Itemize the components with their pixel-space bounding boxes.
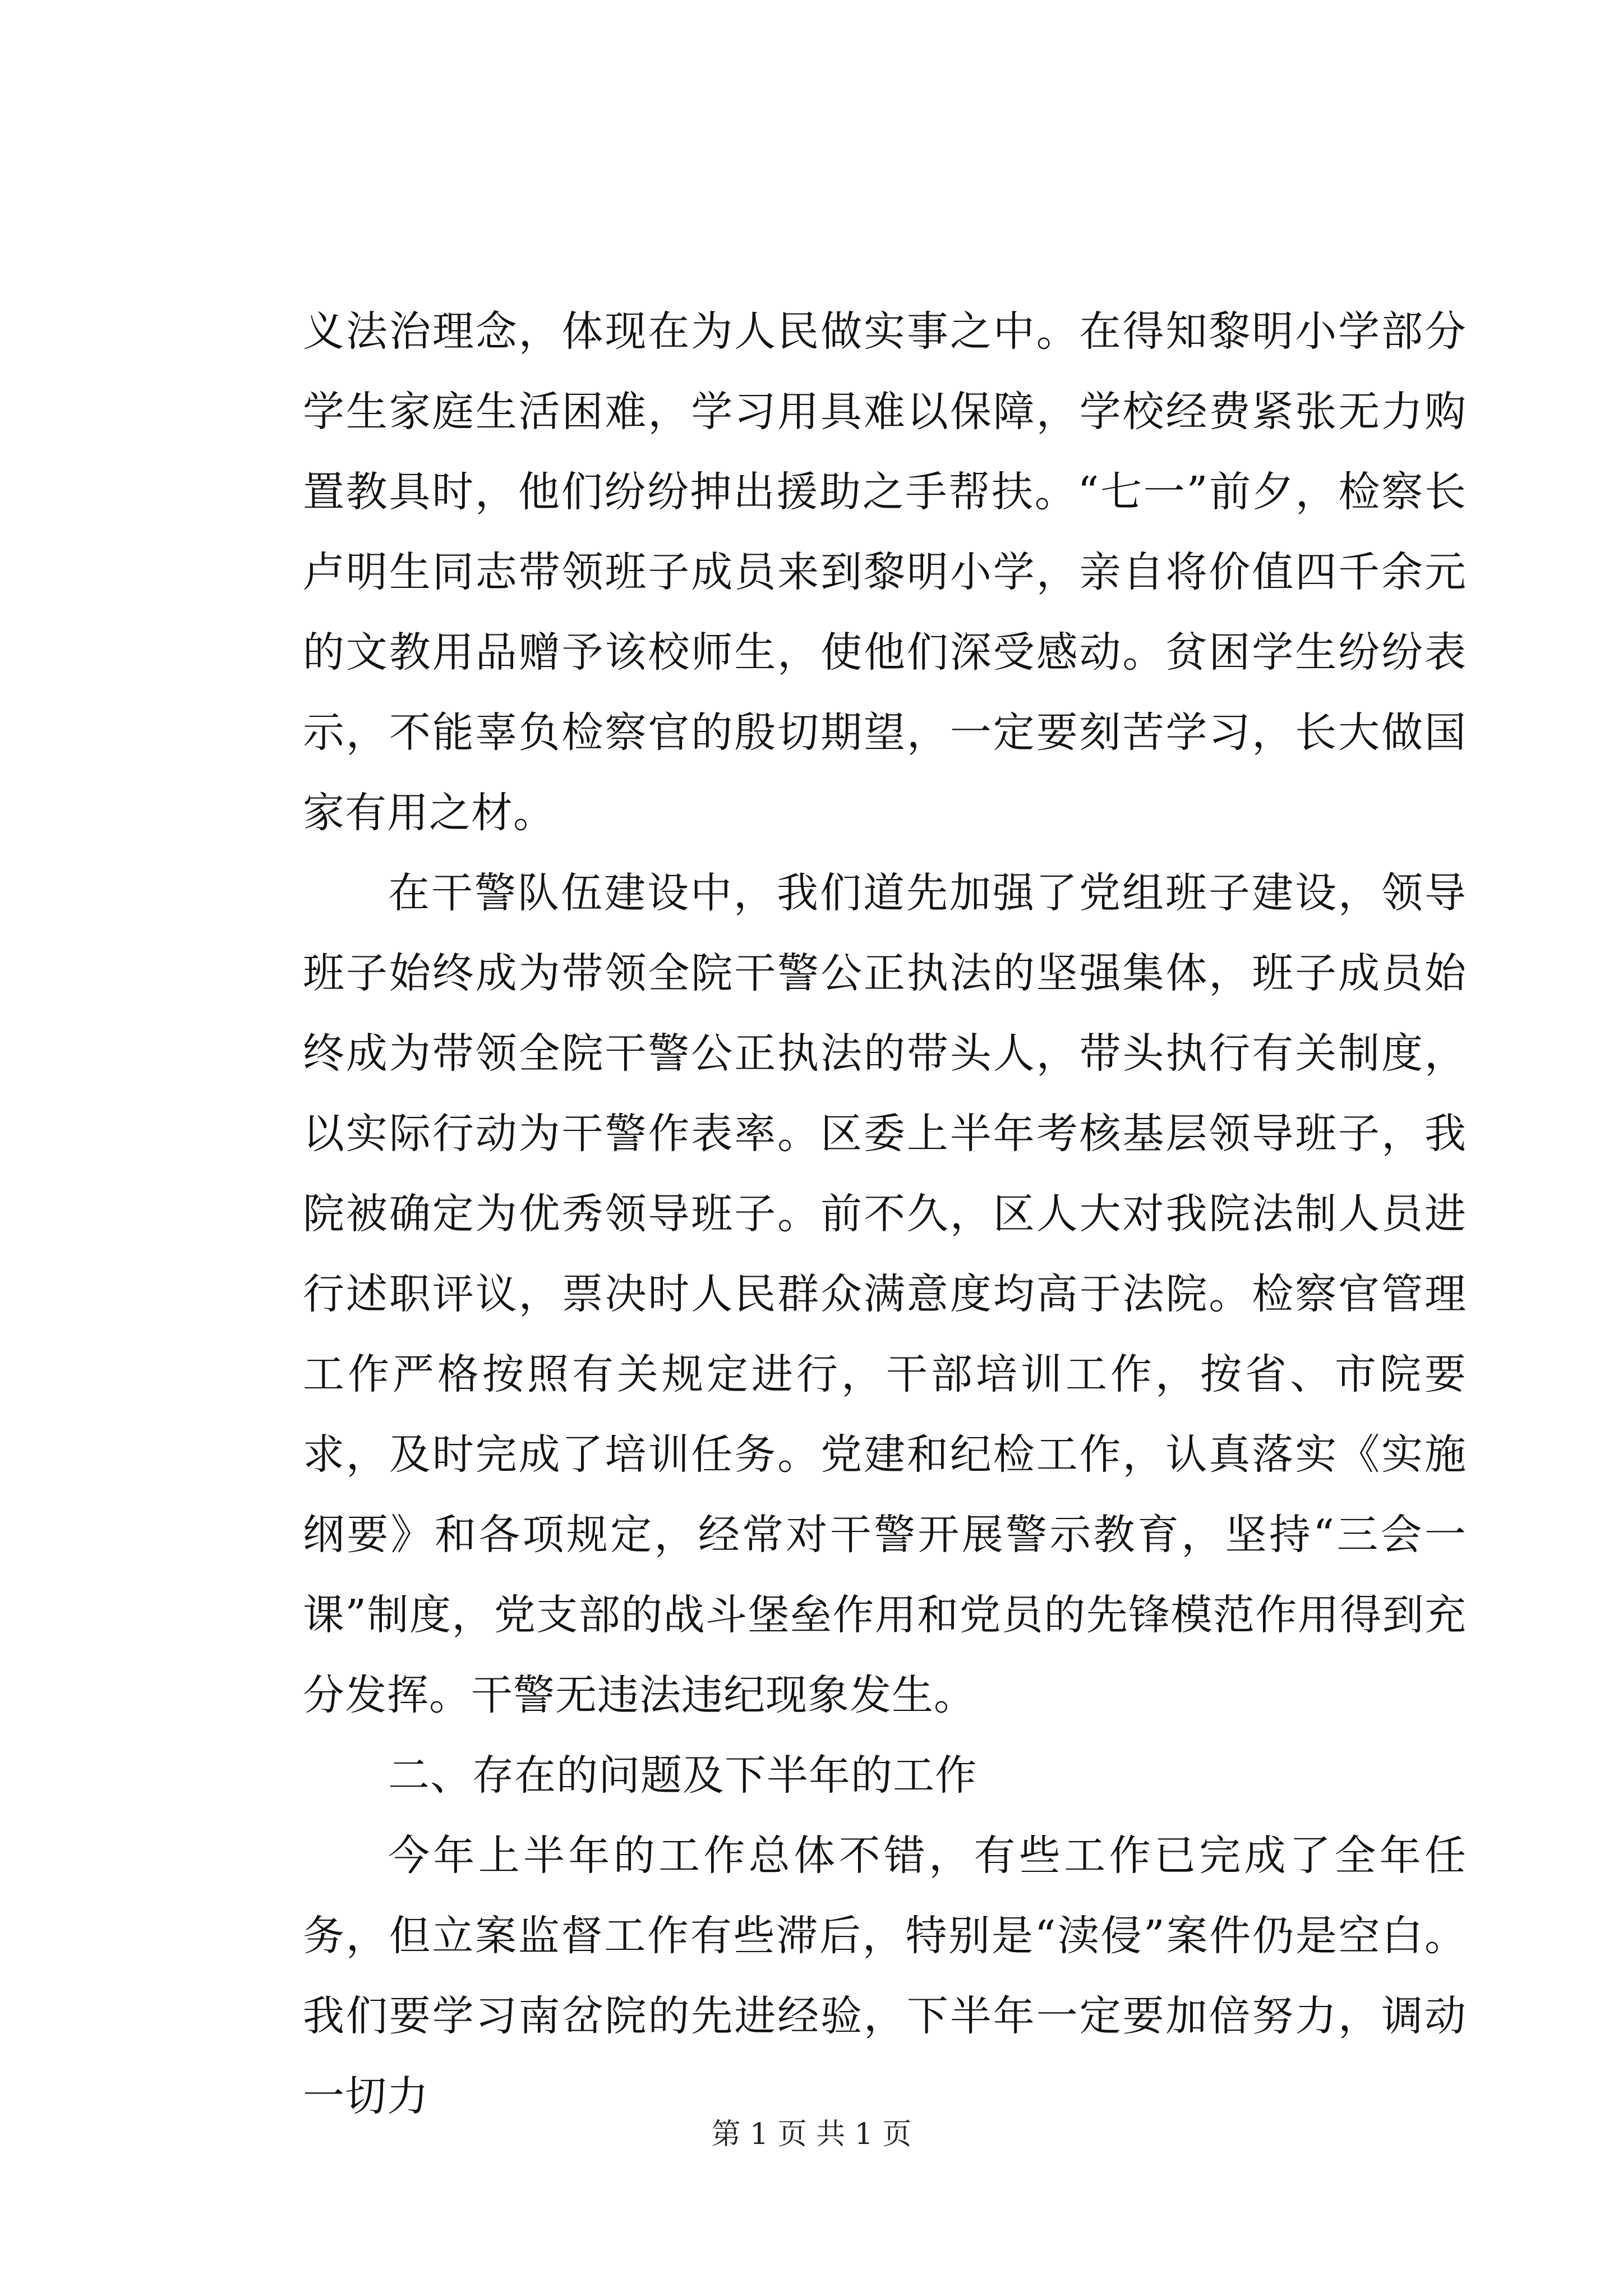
paragraph-continuation: 义法治理念，体现在为人民做实事之中。在得知黎明小学部分学生家庭生活困难，学习用具难以保障，学校经费紧张无力购置教具时，他们纷纷抻出援助之手帮扶。“七一”前夕，检察长卢明生同志带领班子成员来到黎明小学，亲自将价值四千余元的文教用品赠予该校师生，使他们深受感动。贫困学生纷纷表示，不能辜负检察官的殷切期望，一定要刻苦学习，长大做国家有用之材。 bbox=[303, 307, 1467, 837]
paragraph-problems: 今年上半年的工作总体不错，有些工作已完成了全年任务，但立案监督工作有些滞后，特别是“渎侵”案件仍是空白。我们要学习南岔院的先进经验，下半年一定要加倍努力，调动一切力 bbox=[303, 1832, 1467, 2120]
section-heading: 二、存在的问题及下半年的工作 bbox=[388, 1751, 977, 1800]
paragraph-team-building: 在干警队伍建设中，我们道先加强了党组班子建设，领导班子始终成为带领全院干警公正执法的坚强集体，班子成员始终成为带领全院干警公正执法的带头人，带头执行有关制度，以实际行动为干警作表率。区委上半年考核基层领导班子，我院被确定为优秀领导班子。前不久，区人大对我院法制人员进行述职评议，票决时人民群众满意度均高于法院。检察官管理工作严格按照有关规定进行，干部培训工作，按省、市院要求，及时完成了培训任务。党建和纪检工作，认真落实《实施纲要》和各项规定，经常对干警开展警示教育，坚持“三会一课”制度，党支部的战斗堡垒作用和党员的先锋模范作用得到充分发挥。干警无违法违纪现象发生。 bbox=[303, 869, 1467, 1719]
page-number-footer: 第 1 页 共 1 页 bbox=[711, 2118, 912, 2151]
document-body bbox=[303, 292, 1467, 2137]
